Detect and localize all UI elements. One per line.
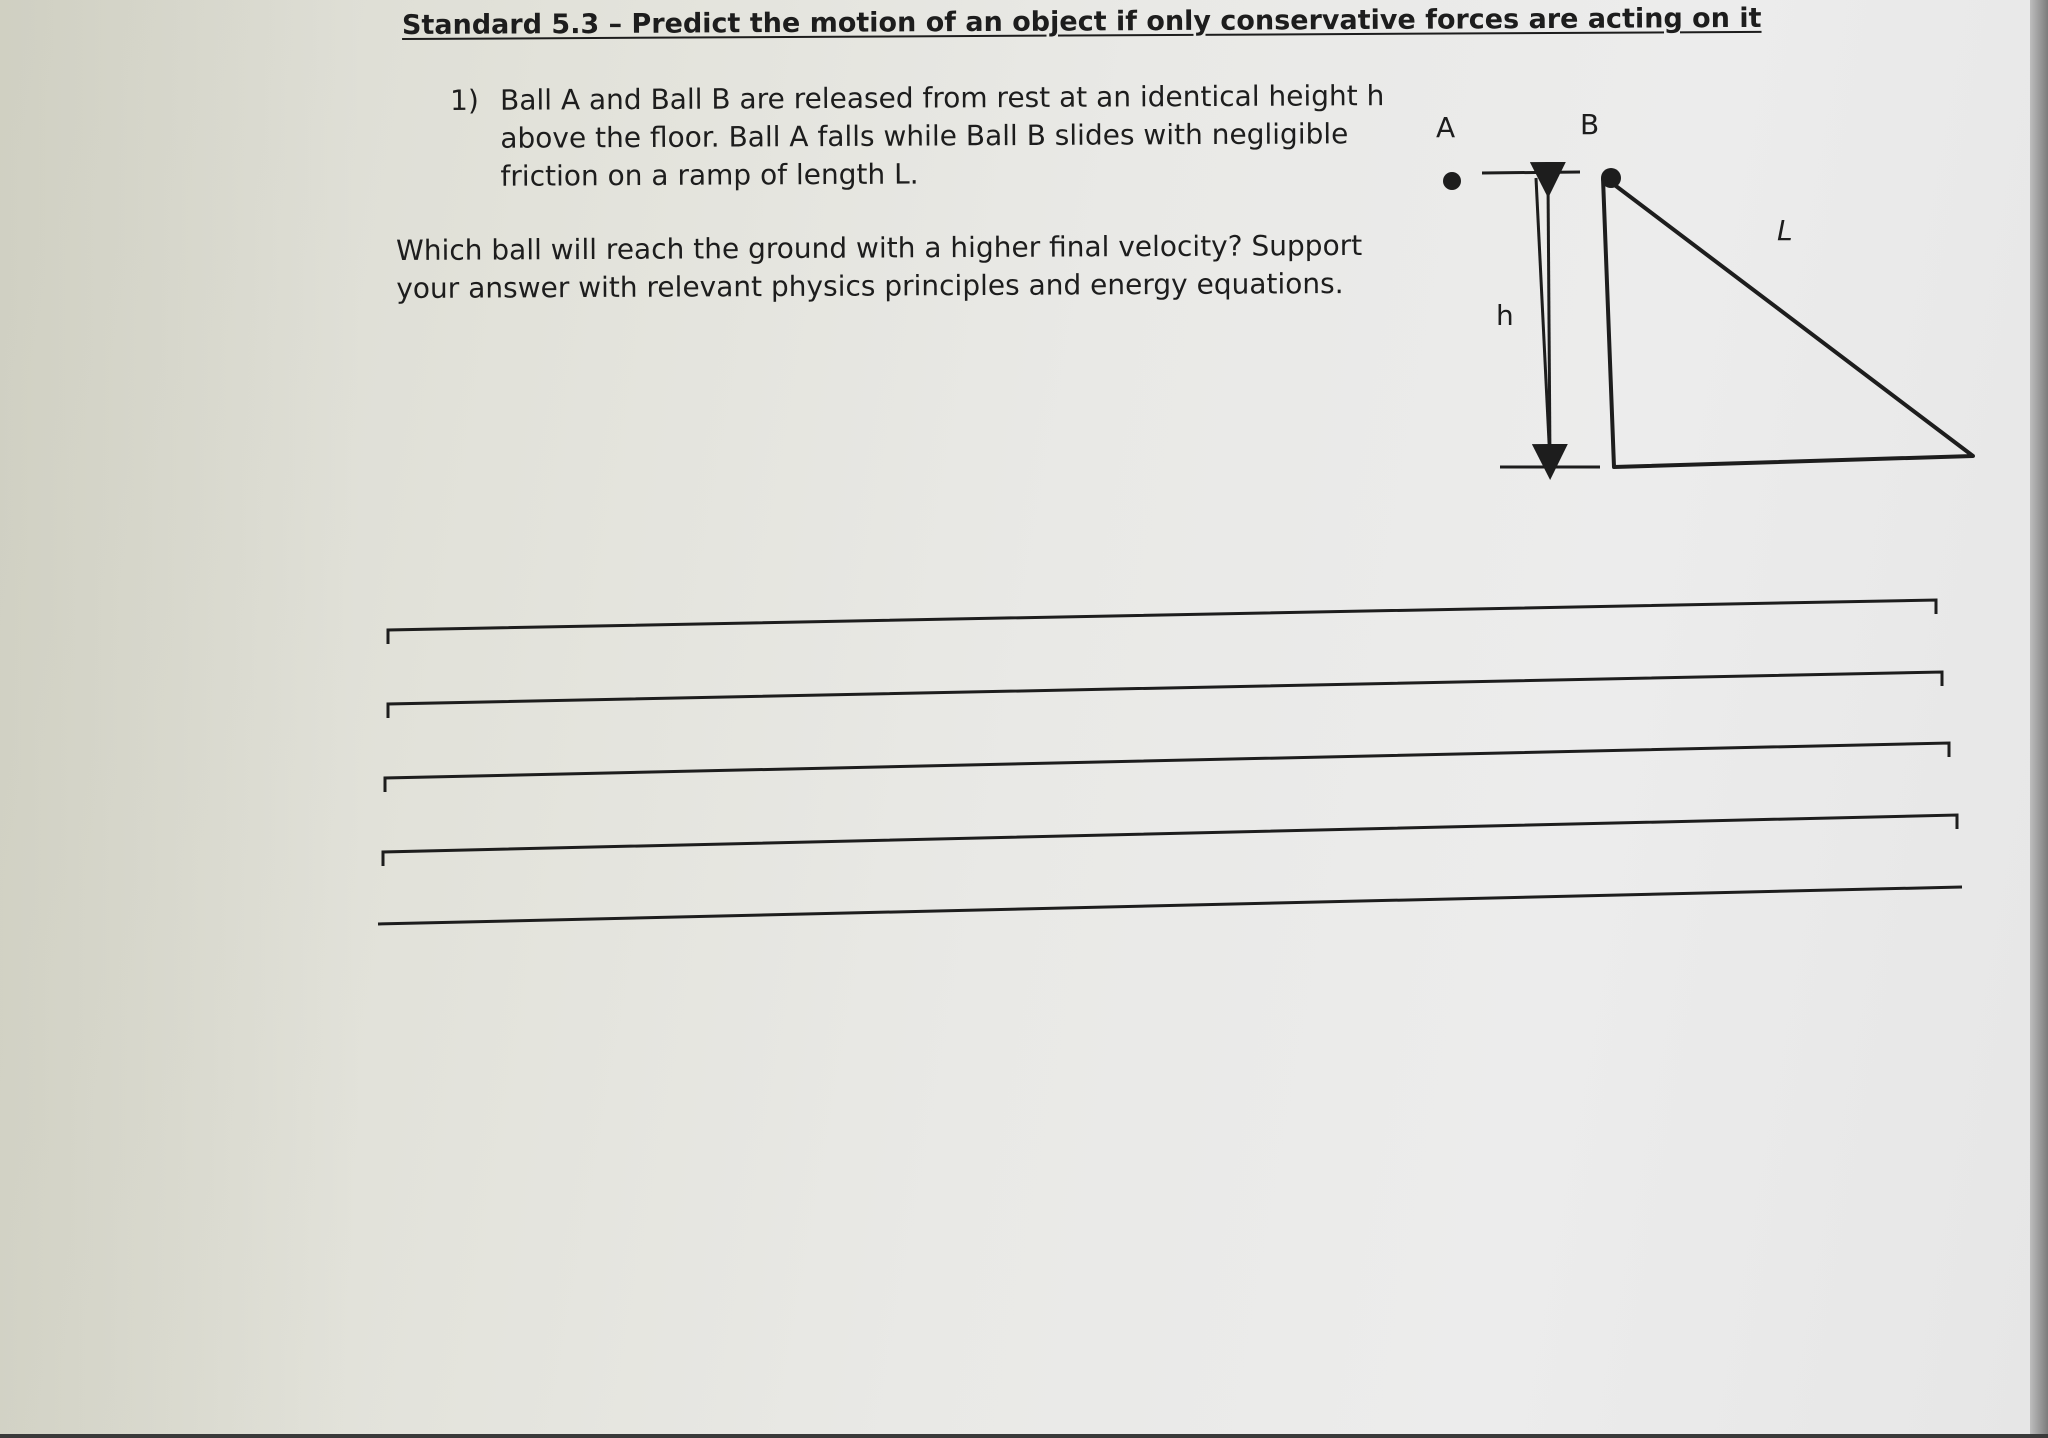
answer-lines (378, 600, 1962, 924)
answer-line-1 (388, 600, 1936, 644)
question-line-3: friction on a ramp of length L. (500, 157, 919, 193)
question-line-1: Ball A and Ball B are released from rest at an identical height h (500, 79, 1385, 117)
label-ball-b: B (1580, 108, 1600, 141)
standard-title: Standard 5.3 – Predict the motion of an object if only conservative forces are acting on it (401, 2, 1762, 41)
page-edge-right (2030, 0, 2048, 1438)
height-arrow (1548, 180, 1550, 462)
label-ball-a: A (1436, 111, 1456, 144)
ball-a (1443, 172, 1461, 190)
answer-line-5 (378, 887, 1962, 924)
answer-line-4 (383, 815, 1957, 866)
label-ramp-length-l: L (1777, 214, 1793, 247)
height-top-tick (1482, 172, 1580, 173)
question-number: 1) (450, 83, 479, 117)
page-edge-bottom (0, 1434, 2048, 1438)
prompt-line-1: Which ball will reach the ground with a higher final velocity? Support (396, 228, 1363, 267)
prompt-line-2: your answer with relevant physics principles and energy equations. (396, 267, 1344, 305)
label-height-h: h (1496, 299, 1514, 332)
answer-line-3 (385, 743, 1949, 792)
question-line-2: above the floor. Ball A falls while Ball B slides with negligible (500, 117, 1349, 155)
ball-ramp-diagram (1436, 108, 1973, 467)
answer-line-2 (388, 672, 1942, 718)
